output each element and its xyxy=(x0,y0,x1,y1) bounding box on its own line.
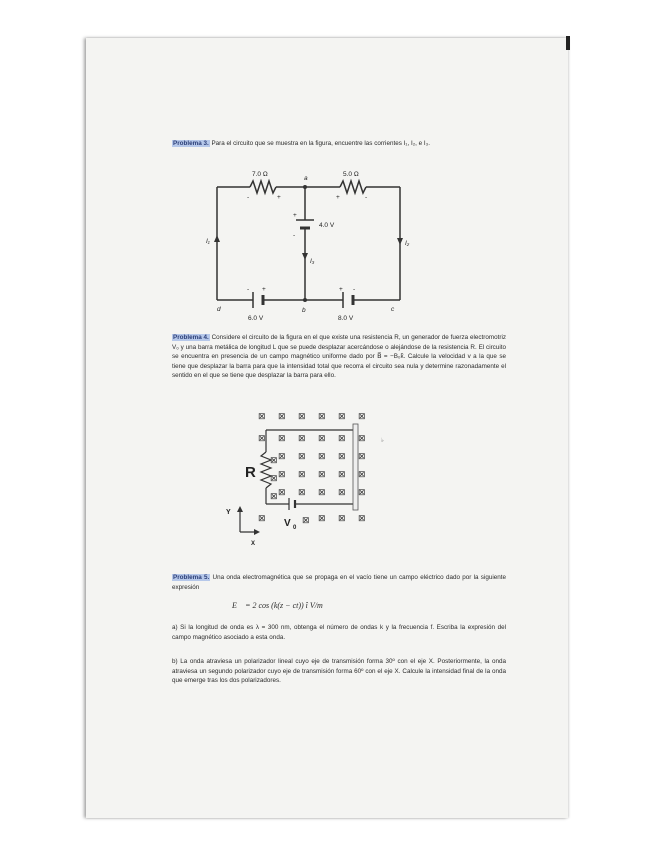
sign-plus-r2a: + xyxy=(336,194,340,201)
problem-5-part-a: a) Si la longitud de onda es λ = 300 nm, obtenga el número de ondas k y la frecuencia f. Escriba la expresión del campo magnético asociado a esta onda. xyxy=(172,624,506,641)
circuit-diagram xyxy=(195,165,415,325)
field-symbol-icon: ⊠ xyxy=(278,433,286,443)
field-symbol-icon: ⊠ xyxy=(278,411,286,421)
field-symbol-icon: ⊠ xyxy=(258,411,266,421)
field-symbol-icon: ⊠ xyxy=(258,433,266,443)
label-i3: I₃ xyxy=(310,258,315,265)
arrow-i2-icon xyxy=(397,238,403,245)
problem-4-label: Problema 4. xyxy=(173,334,209,341)
sign-minus-r1a: - xyxy=(247,194,250,201)
sign-minus-v6: - xyxy=(247,286,250,293)
label-v-middle: 4.0 V xyxy=(319,222,335,229)
field-symbol-icon: ⊠ xyxy=(358,411,366,421)
field-symbols xyxy=(258,411,366,525)
stray-mark: ♭ xyxy=(381,438,384,444)
problem-3-statement xyxy=(172,139,506,149)
field-symbol-icon: ⊠ xyxy=(298,487,306,497)
sign-minus-v8: - xyxy=(353,286,356,293)
resistor-7ohm xyxy=(250,181,276,193)
field-symbol-icon: ⊠ xyxy=(278,487,286,497)
arrow-i1-icon xyxy=(214,235,220,242)
label-node-d: d xyxy=(217,306,221,313)
label-v-right: 8.0 V xyxy=(338,315,354,322)
field-symbol-icon: ⊠ xyxy=(318,451,326,461)
field-symbol-icon: ⊠ xyxy=(258,513,266,523)
axis-x-arrow-icon xyxy=(254,529,260,535)
field-symbol-icon: ⊠ xyxy=(298,411,306,421)
label-node-c: c xyxy=(391,306,395,313)
electric-field-formula: E⃗ = 2 cos (k(z − ct)) î V/m xyxy=(232,601,323,610)
field-symbol-icon: ⊠ xyxy=(318,411,326,421)
magnetic-field-figure xyxy=(218,402,398,552)
label-v-left: 6.0 V xyxy=(248,315,264,322)
label-node-a: a xyxy=(304,175,308,182)
field-symbol-icon: ⊠ xyxy=(318,487,326,497)
field-symbol-icon: ⊠ xyxy=(318,433,326,443)
label-r-right: 5.0 Ω xyxy=(343,171,359,178)
sign-minus-v4: - xyxy=(293,232,296,239)
generator-v-label: V xyxy=(284,518,291,529)
field-symbol-icon: ⊠ xyxy=(298,469,306,479)
field-symbol-icon: ⊠ xyxy=(338,433,346,443)
field-symbol-icon: ⊠ xyxy=(338,451,346,461)
label-r-left: 7.0 Ω xyxy=(252,171,268,178)
field-symbol-icon: ⊠ xyxy=(358,469,366,479)
problem-5-part-b: b) La onda atraviesa un polarizador lineal cuyo eje de transmisión forma 30º con el eje X. Posteriormente, la onda atraviesa un segundo polarizador cuyo eje de transmisión forma 60º con el eje X. Calcule la intensidad final de la onda que emerge tras los dos polarizadores. xyxy=(172,658,506,685)
sign-plus-v4: + xyxy=(293,212,297,219)
field-symbol-icon: ⊠ xyxy=(358,433,366,443)
problem-4-statement xyxy=(172,333,506,381)
resistor-r-label: R xyxy=(245,464,256,481)
node-a-dot xyxy=(303,185,307,189)
metal-bar xyxy=(353,424,358,510)
label-node-b: b xyxy=(302,307,306,314)
field-symbol-icon: ⊠ xyxy=(318,469,326,479)
sign-minus-r2b: - xyxy=(365,194,368,201)
axis-y-arrow-icon xyxy=(237,506,243,512)
sign-plus-v6: + xyxy=(262,286,266,293)
field-symbol-icon: ⊠ xyxy=(358,513,366,523)
problem-4-text: Considere el circuito de la figura en el que existe una resistencia R, un generador de fuerza electromotriz V₀ y una barra metálica de longitud L que se puede desplazar acercándose o alejándose de la resistencia R. El circuito se encuentra en presencia de un campo magnético uniforme dado por B⃗ = −B₀k̂. Calcule la velocidad v a la que se tiene que desplazar la barra para que la intensidad total que recorra el circuito sea nula y determine razonadamente el sentido en el que se tiene que desplazar la barra para ello. xyxy=(172,334,507,380)
sign-plus-v8: + xyxy=(339,286,343,293)
resistor-5ohm xyxy=(340,181,366,193)
label-i1: I₁ xyxy=(206,238,210,245)
label-i2: I₂ xyxy=(405,240,410,247)
field-symbol-icon: ⊠ xyxy=(338,411,346,421)
axis-x-label: X xyxy=(251,541,256,547)
field-symbol-icon: ⊠ xyxy=(278,451,286,461)
field-symbol-icon: ⊠ xyxy=(298,451,306,461)
problem-3-label: Problema 3. xyxy=(173,140,209,147)
field-symbol-icon: ⊠ xyxy=(270,473,278,483)
field-symbol-icon: ⊠ xyxy=(338,487,346,497)
field-symbol-icon: ⊠ xyxy=(338,469,346,479)
axis-y-label: Y xyxy=(226,509,231,516)
problem-3-text: Para el circuito que se muestra en la figura, encuentre las corrientes I₁, I₂, e I₃. xyxy=(211,140,430,147)
field-symbol-icon: ⊠ xyxy=(298,433,306,443)
field-symbol-icon: ⊠ xyxy=(278,469,286,479)
field-symbol-icon: ⊠ xyxy=(270,455,278,465)
problem-5-label: Problema 5. xyxy=(173,574,210,581)
field-symbol-icon: ⊠ xyxy=(318,513,326,523)
arrow-i3-icon xyxy=(302,253,308,260)
field-symbol-icon: ⊠ xyxy=(302,515,310,525)
field-symbol-icon: ⊠ xyxy=(270,491,278,501)
sign-plus-r1b: + xyxy=(277,194,281,201)
field-symbol-icon: ⊠ xyxy=(358,451,366,461)
generator-v-subscript: 0 xyxy=(293,525,297,531)
field-symbol-icon: ⊠ xyxy=(338,513,346,523)
problem-5-intro: Una onda electromagnética que se propaga en el vacío tiene un campo eléctrico dado por la siguiente expresión xyxy=(172,574,507,591)
field-symbol-icon: ⊠ xyxy=(358,487,366,497)
node-b-dot xyxy=(303,298,307,302)
paper-edge-mark xyxy=(566,36,570,50)
problem-5-statement xyxy=(172,573,506,592)
